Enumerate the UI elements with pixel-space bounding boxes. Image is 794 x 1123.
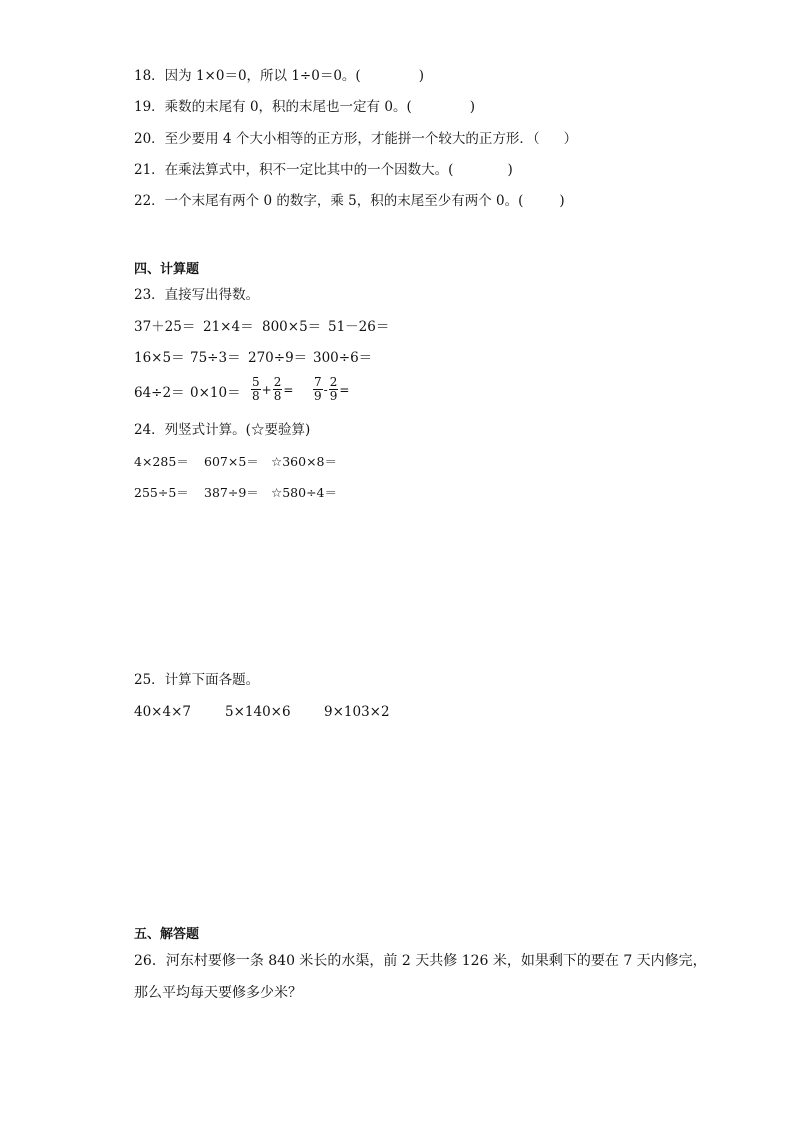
q25-row [134,703,390,721]
problem: 800×5＝ [262,319,322,335]
answer-paren: ) [507,162,513,178]
answer-paren: ) [418,68,424,84]
problem: 75÷3＝ [190,350,241,366]
problem: 387÷9＝ [204,485,259,500]
problem: 51－26＝ [328,319,390,335]
fraction-problem-2: $\frac{7}{9}$ - $\frac{2}{9}$ = [314,375,350,403]
question-26-line-2: 那么平均每天要修多少米？ [134,985,302,1001]
question-text: 22．一个末尾有两个 0 的数字，乘 5，积的末尾至少有两个 0。( [134,193,524,209]
question-25-title: 25．计算下面各题。 [134,672,260,688]
answer-paren: ） [563,131,578,147]
q24-row-1 [134,453,337,471]
question-text: 21．在乘法算式中，积不一定比其中的一个因数大。( [134,162,454,178]
problem: 0×10＝ [190,385,241,401]
problem: 607×5＝ [204,454,259,469]
q23-row-1 [134,318,389,336]
question-text: 20．至少要用 4 个大小相等的正方形，才能拼一个较大的正方形．（ [134,131,540,147]
fraction: $\frac{5}{8}$ [252,375,260,403]
question-21 [134,161,513,179]
problem: 16×5＝ [134,350,185,366]
fraction: $\frac{2}{8}$ [273,375,282,403]
question-18 [134,67,424,85]
problem: 4×285＝ [134,454,189,469]
question-text: 18．因为 1×0＝0，所以 1÷0＝0。( [134,68,361,84]
question-19 [134,98,475,116]
problem: 40×4×7 [134,704,191,720]
problem: 5×140×6 [225,704,291,720]
problem: 300÷6＝ [313,350,373,366]
problem: 9×103×2 [324,704,390,720]
q23-row-2 [134,349,372,367]
fraction: $\frac{2}{9}$ [329,375,338,403]
problem: ☆360×8＝ [271,454,337,469]
q23-row-3 [134,384,241,402]
fraction: $\frac{7}{9}$ [314,375,322,403]
fraction-problem-1: $\frac{5}{8}$ + $\frac{2}{8}$ = [252,375,294,403]
section-heading-calculation: 四、计算题 [134,262,200,277]
problem: 270÷9＝ [248,350,308,366]
answer-paren: ) [469,99,475,115]
problem: 255÷5＝ [134,485,189,500]
problem: 37＋25＝ [134,319,196,335]
section-heading-word-problems: 五、解答题 [134,927,200,942]
problem: ☆580÷4＝ [271,485,337,500]
question-23-title: 23．直接写出得数。 [134,287,260,303]
problem: 21×4＝ [203,319,254,335]
question-22 [134,192,565,210]
question-26-line-1: 26．河东村要修一条 840 米长的水渠，前 2 天共修 126 米，如果剩下的要在 7 天内修完， [134,953,707,969]
question-text: 19．乘数的末尾有 0，积的末尾也一定有 0。( [134,99,412,115]
answer-paren: ) [559,193,565,209]
problem: 64÷2＝ [134,385,185,401]
q24-row-2 [134,484,337,502]
question-24-title: 24．列竖式计算。(☆要验算) [134,422,311,438]
question-20 [134,130,577,148]
